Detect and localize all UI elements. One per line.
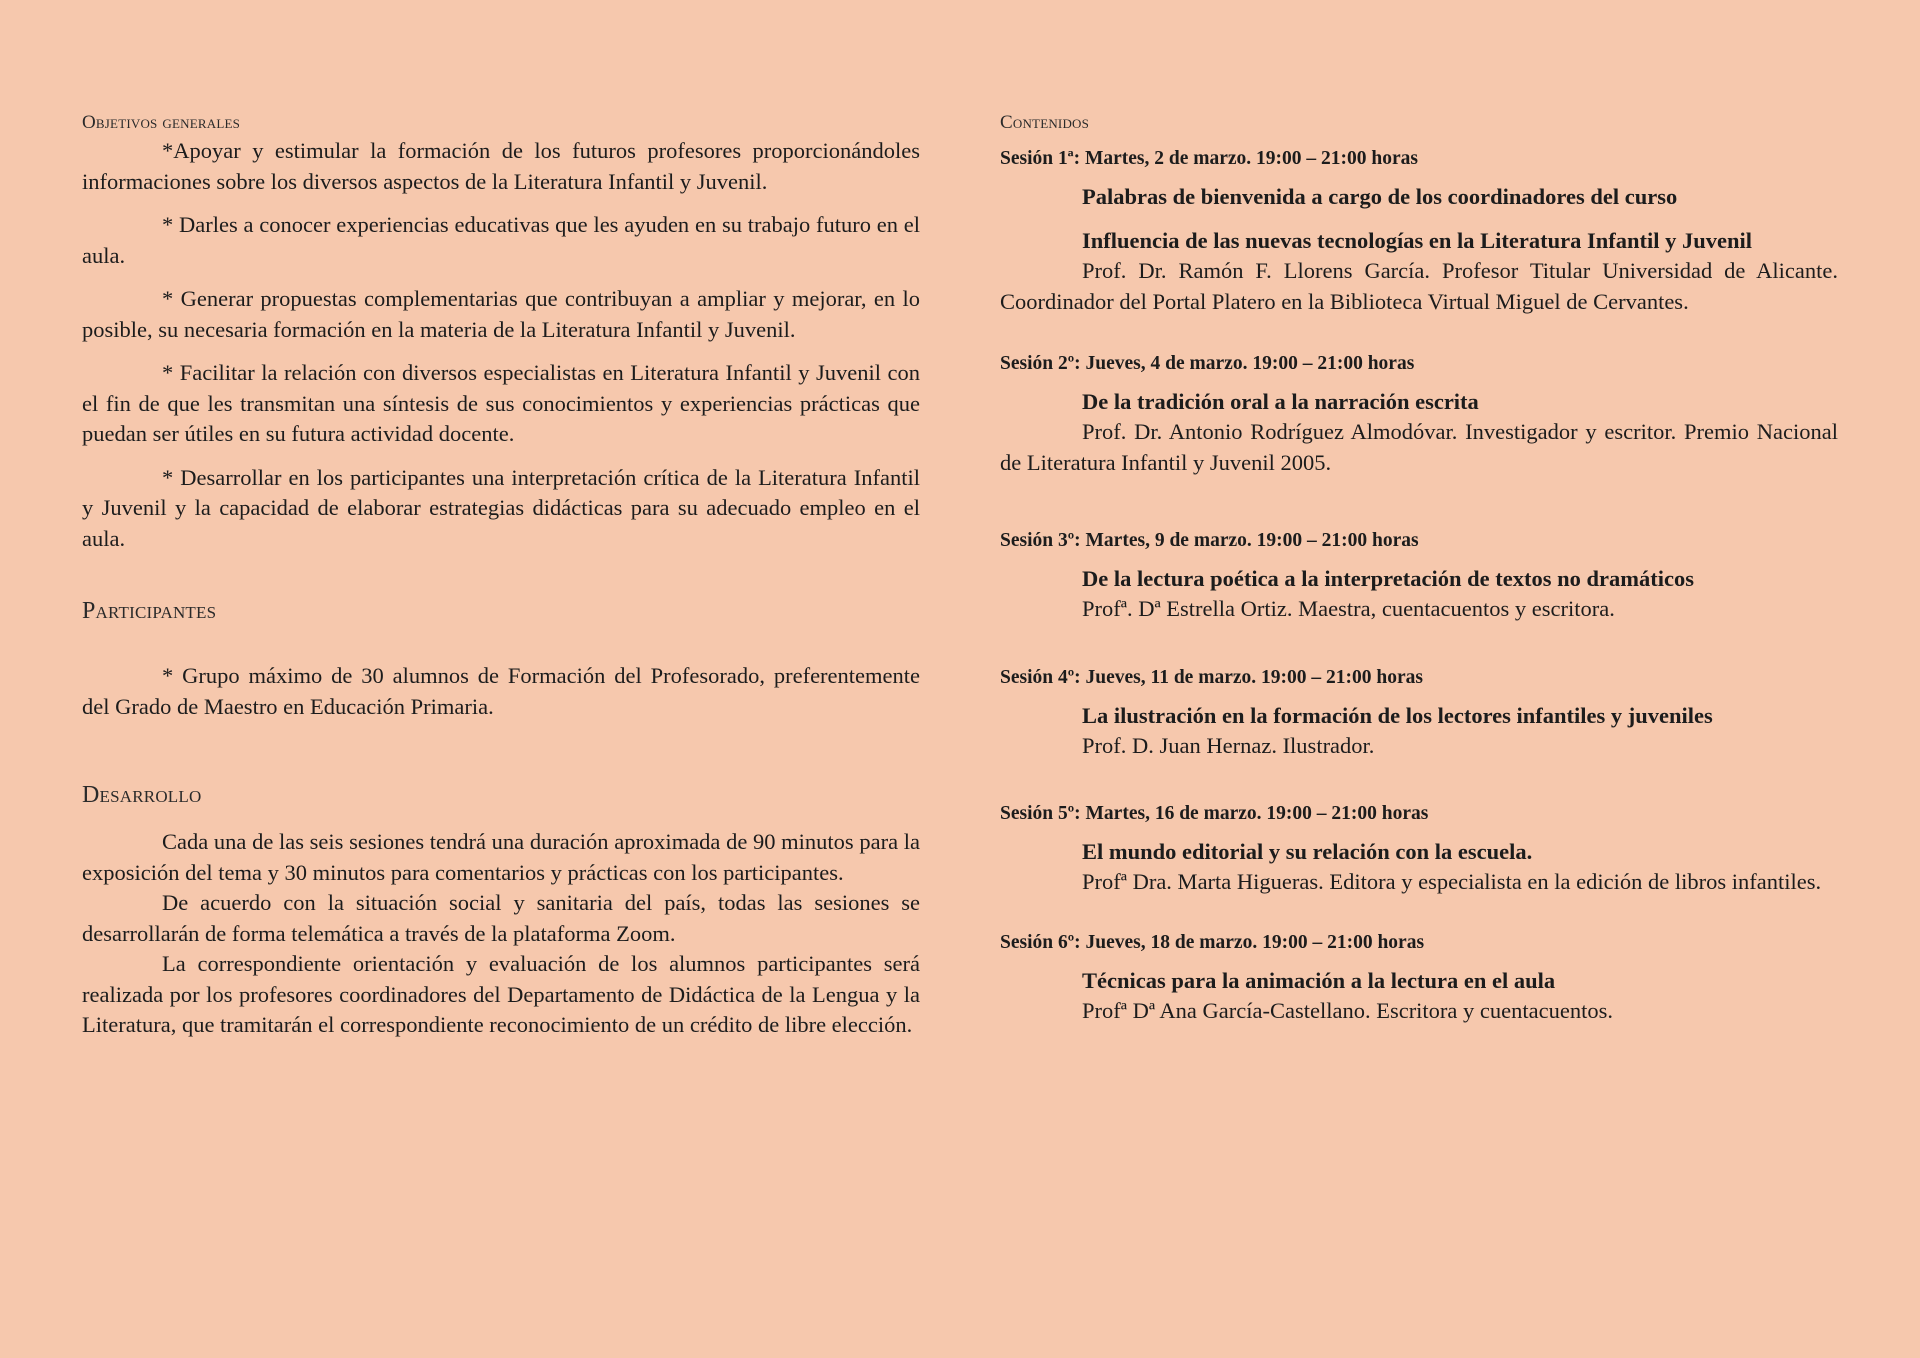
session-1 [1000, 146, 1838, 317]
session-speaker: Profª. Dª Estrella Ortiz. Maestra, cuentacuentos y escritora. [1082, 596, 1615, 621]
session-speaker: Profª Dra. Marta Higueras. Editora y especialista en la edición de libros infantiles. [1082, 869, 1822, 894]
session-header: Sesión 3º: Martes, 9 de marzo. 19:00 – 21:00 horas [1000, 530, 1419, 551]
objetivo-item: *Apoyar y estimular la formación de los futuros profesores proporcionándoles informaciones sobre los diversos aspectos de la Literatura Infantil y Juvenil. [82, 138, 920, 194]
objetivo-item: * Desarrollar en los participantes una interpretación crítica de la Literatura Infantil y Juvenil y la capacidad de elaborar estrategias didácticas para su adecuado empleo en el aula. [82, 464, 920, 551]
session-title: El mundo editorial y su relación con la escuela. [1082, 839, 1533, 864]
session-title: De la lectura poética a la interpretación de textos no dramáticos [1082, 566, 1694, 591]
session-header: Sesión 2º: Jueves, 4 de marzo. 19:00 – 21:00 horas [1000, 353, 1415, 374]
session-4 [1000, 665, 1838, 762]
session-speaker: Profª Dª Ana García-Castellano. Escritora y cuentacuentos. [1082, 997, 1613, 1023]
objetivos-heading: Objetivos generales [82, 112, 241, 133]
session-title: De la tradición oral a la narración escrita [1082, 389, 1479, 414]
session-header: Sesión 6º: Jueves, 18 de marzo. 19:00 – 21:00 horas [1000, 931, 1425, 953]
session-header: Sesión 1ª: Martes, 2 de marzo. 19:00 – 21:00 horas [1000, 148, 1418, 169]
session-title: La ilustración en la formación de los lectores infantiles y juveniles [1082, 702, 1713, 728]
left-column [82, 112, 920, 1041]
session-title: Técnicas para la animación a la lectura en el aula [1082, 967, 1556, 993]
session-speaker: Prof. D. Juan Hernaz. Ilustrador. [1082, 732, 1375, 758]
desarrollo-paragraph: Cada una de las seis sesiones tendrá una duración aproximada de 90 minutos para la exposición del tema y 30 minutos para comentarios y prácticas con los participantes. [82, 829, 920, 885]
session-3 [1000, 528, 1838, 625]
session-header: Sesión 4º: Jueves, 11 de marzo. 19:00 – 21:00 horas [1000, 666, 1423, 688]
participantes-heading: Participantes [82, 598, 217, 624]
participantes-text: * Grupo máximo de 30 alumnos de Formación del Profesorado, preferentemente del Grado de Maestro en Educación Primaria. [82, 663, 920, 719]
objetivo-item: * Facilitar la relación con diversos especialistas en Literatura Infantil y Juvenil con el fin de que les transmitan una síntesis de sus conocimientos y experiencias prácticas que puedan ser útiles en su futura actividad docente. [82, 360, 920, 446]
session-5 [1000, 801, 1838, 898]
desarrollo-paragraph: De acuerdo con la situación social y sanitaria del país, todas las sesiones se desarrollarán de forma telemática a través de la plataforma Zoom. [82, 890, 920, 946]
objetivo-item: * Darles a conocer experiencias educativas que les ayuden en su trabajo futuro en el aula. [82, 212, 920, 268]
session-speaker: Prof. Dr. Ramón F. Llorens García. Profesor Titular Universidad de Alicante. Coordinador del Portal Platero en la Biblioteca Virtual Miguel de Cervantes. [1000, 258, 1838, 314]
desarrollo-paragraph: La correspondiente orientación y evaluación de los alumnos participantes será realizada por los profesores coordinadores del Departamento de Didáctica de la Lengua y la Literatura, que tramitarán el correspondiente reconocimiento de un crédito de libre elección. [82, 951, 920, 1037]
contenidos-heading: Contenidos [1000, 112, 1090, 133]
objetivo-item: * Generar propuestas complementarias que contribuyan a ampliar y mejorar, en lo posible, su necesaria formación en la materia de la Literatura Infantil y Juvenil. [82, 286, 920, 342]
session-title: Palabras de bienvenida a cargo de los coordinadores del curso [1082, 184, 1678, 209]
desarrollo-heading: Desarrollo [82, 782, 202, 808]
right-column [1000, 112, 1838, 1026]
session-header: Sesión 5º: Martes, 16 de marzo. 19:00 – 21:00 horas [1000, 803, 1429, 824]
session-2 [1000, 351, 1838, 478]
session-title: Influencia de las nuevas tecnologías en la Literatura Infantil y Juvenil [1082, 228, 1753, 253]
session-speaker: Prof. Dr. Antonio Rodríguez Almodóvar. Investigador y escritor. Premio Nacional de Literatura Infantil y Juvenil 2005. [1000, 419, 1838, 475]
session-6 [1000, 930, 1838, 1027]
